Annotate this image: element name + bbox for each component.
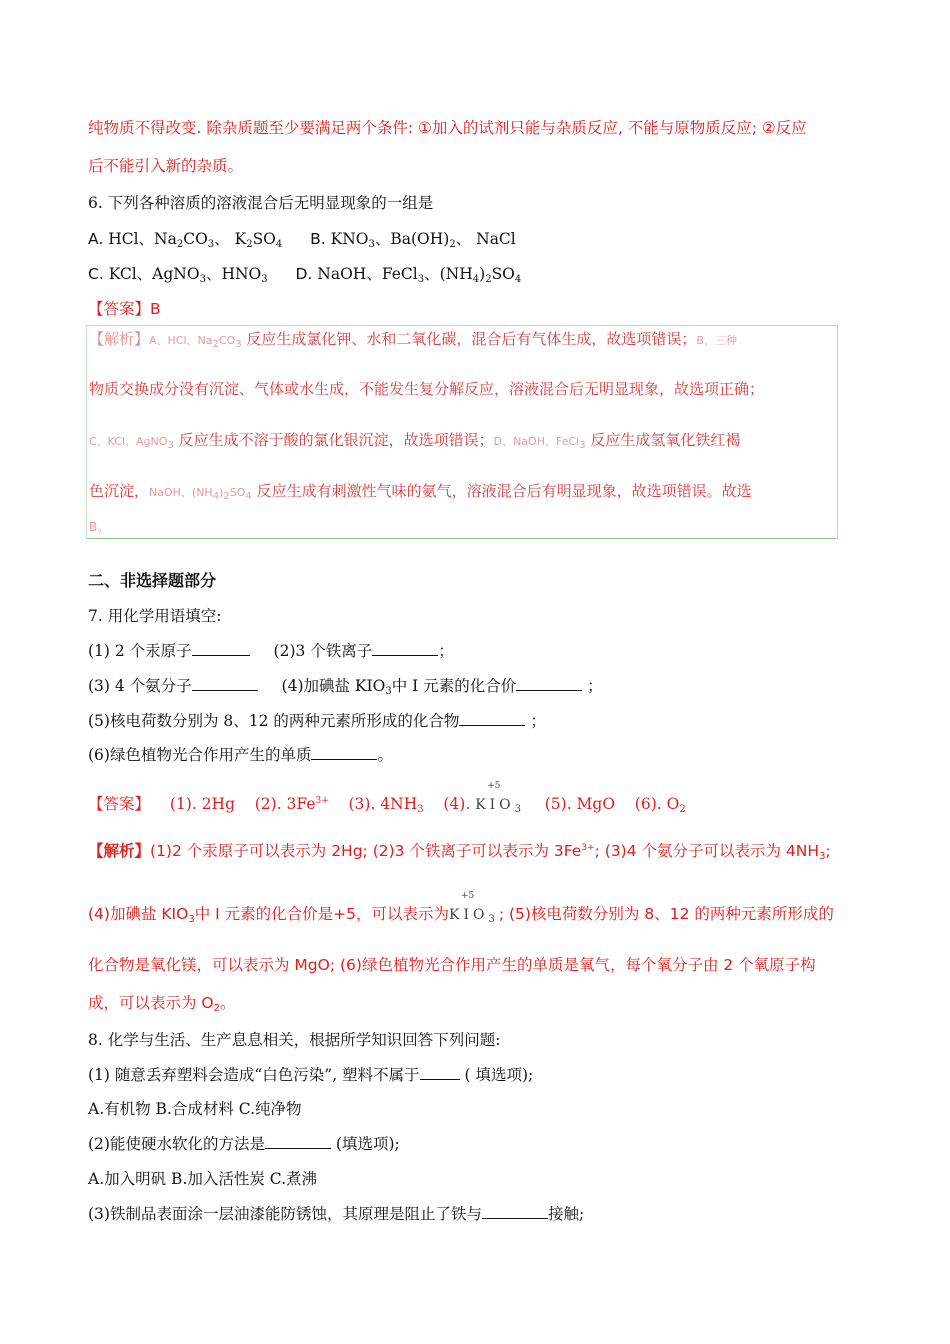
question-6-answer: 【答案】B: [88, 300, 161, 318]
explanation-continuation-line1: 纯物质不得改变. 除杂质题至少要满足两个条件: ①加入的试剂只能与杂质反应, 不能与原物质反应; ②反应: [88, 119, 807, 137]
question-7-explanation-line2: (4)加碘盐 $KIO_3$中 I 元素的化合价是+5，可以表示为 +5 $KIO_3$; (5)核电荷数分别为 8、12 的两种元素所形成的: [88, 891, 834, 925]
option-b-label: B.: [310, 230, 326, 248]
question-7-answer: 【答案】 (1). 2Hg (2). $3Fe^{3+}$ (3). $4NH_3$ (4). +5 $KIO_3$ (5). MgO (6). $O_2$: [88, 781, 686, 815]
question-8-part-1-options: A.有机物 B.合成材料 C.纯净物: [88, 1100, 302, 1118]
option-a-text: HCl、$Na_2CO_3$、 $K_2SO_4$: [108, 230, 283, 250]
question-7-line-2: (3) 4 个氨分子 (4)加碘盐 $KIO_3$中 I 元素的化合价 ；: [88, 677, 603, 697]
section-heading: 二、非选择题部分: [88, 571, 217, 590]
question-7-explanation-line4: 成，可以表示为 $O_2$。: [88, 994, 236, 1014]
option-c-text: KCl、AgNO$_3$、$HNO_3$: [108, 265, 268, 285]
question-8-stem: 8. 化学与生活、生产息息相关，根据所学知识回答下列问题:: [88, 1031, 501, 1049]
question-8-part-3: (3)铁制品表面涂一层油漆能防锈蚀，其原理是阻止了铁与 接触;: [88, 1205, 585, 1223]
analysis-row-1: 【解析】A、HCl、$Na_2CO_3$ 反应生成氯化钾、水和二氧化碳，混合后有气体生成，故选项错误；B、三种: [89, 330, 737, 350]
option-a-label: A.: [88, 230, 104, 248]
question-7-line-4: (6)绿色植物光合作用产生的单质 。: [88, 746, 393, 764]
question-8-part-2-options: A.加入明矾 B.加入活性炭 C.煮沸: [88, 1170, 318, 1188]
question-8-part-2: (2)能使硬水软化的方法是 (填选项);: [88, 1135, 400, 1153]
question-7-line-1: (1) 2 个汞原子 (2)3 个铁离子 ；: [88, 642, 454, 660]
question-6-options-cd: [88, 262, 521, 285]
option-d-label: D.: [295, 265, 313, 283]
question-7-explanation-line1: 【解析】(1)2 个汞原子可以表示为 2Hg; (2)3 个铁离子可以表示为 $3Fe^{3+}$; (3)4 个氨分子可以表示为 $4NH_3$;: [88, 842, 831, 862]
question-6-stem: 6. 下列各种溶质的溶液混合后无明显现象的一组是: [88, 194, 434, 212]
question-8-part-1: (1) 随意丢弃塑料会造成“白色污染”, 塑料不属于 ( 填选项);: [88, 1066, 534, 1084]
analysis-row-2: 物质交换成分没有沉淀、气体或水生成，不能发生复分解反应，溶液混合后无明显现象，故选项正确；: [89, 380, 765, 398]
kio3-valence-notation: +5 $KIO_3$: [475, 781, 526, 815]
analysis-row-5: B。: [89, 520, 110, 534]
question-7-line-3: (5)核电荷数分别为 8、12 的两种元素所形成的化合物 ；: [88, 712, 546, 730]
kio3-valence-notation-2: +5 $KIO_3$: [448, 891, 499, 925]
analysis-row-4: 色沉淀，NaOH、$(NH_4)_2SO_4$ 反应生成有刺激性气味的氨气，溶液混合后有明显现象，故选项错误。故选: [89, 482, 752, 502]
analysis-box: [86, 325, 838, 539]
analysis-row-3: C、KCl、AgNO$_3$ 反应生成不溶于酸的氯化银沉淀，故选项错误；D、NaOH、FeCl$_3$ 反应生成氢氧化铁红褐: [89, 431, 741, 451]
question-6-options-ab: [88, 227, 516, 250]
option-d-text: NaOH、FeCl$_3$、$(NH_4)_2SO_4$: [317, 265, 522, 285]
option-c-label: C.: [88, 265, 104, 283]
question-7-stem: 7. 用化学用语填空:: [88, 607, 222, 625]
option-b-text: $KNO_3$、$Ba(OH)_2$、 NaCl: [330, 230, 516, 250]
question-7-explanation-line3: 化合物是氧化镁，可以表示为 MgO; (6)绿色植物光合作用产生的单质是氧气，每个氧分子由 2 个氧原子构: [88, 956, 816, 974]
explanation-continuation-line2: 后不能引入新的杂质。: [88, 157, 244, 175]
